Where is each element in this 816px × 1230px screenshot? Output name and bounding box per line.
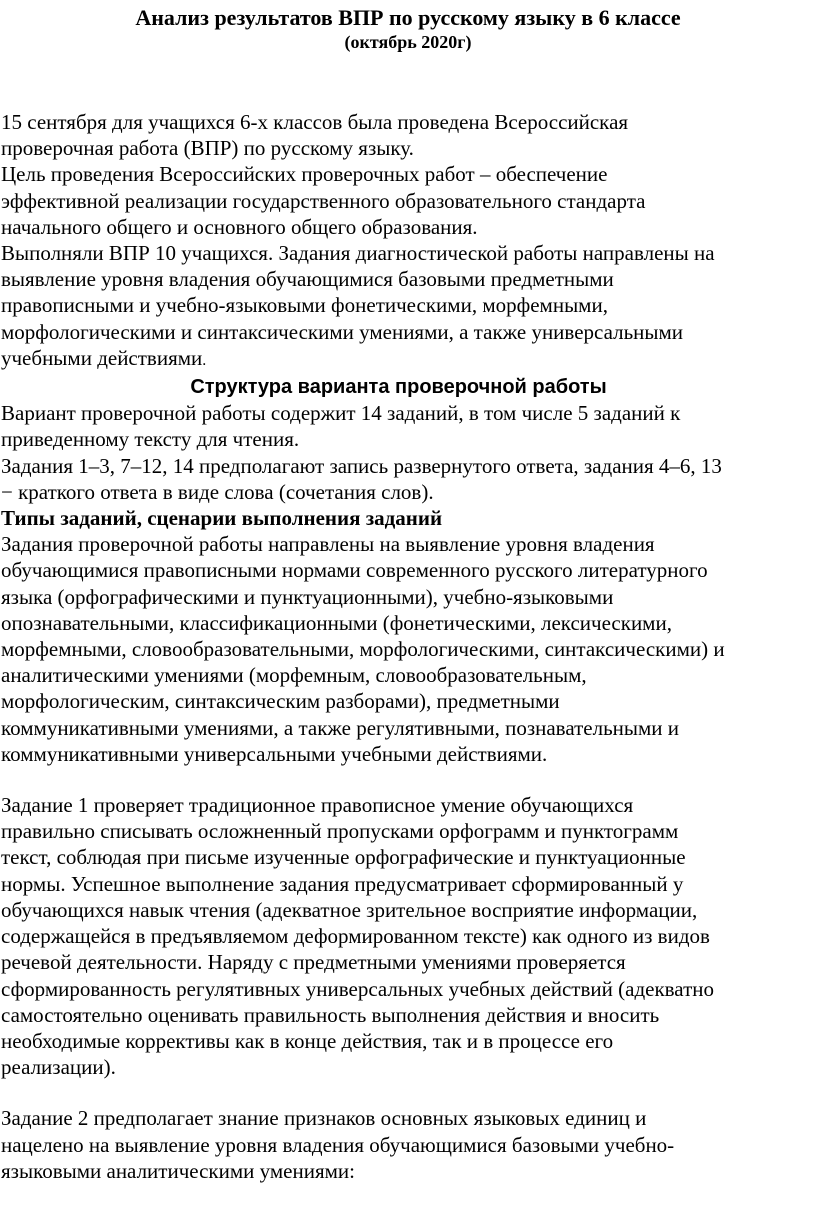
text-line: начального общего и основного общего образования. (1, 214, 478, 239)
text-line: текст, соблюдая при письме изученные орфографические и пунктуационные (1, 845, 686, 870)
text-line: 15 сентября для учащихся 6-х классов была проведена Всероссийская (1, 110, 629, 134)
text-line: Цель проведения Всероссийских проверочных работ – обеспечение (1, 162, 608, 187)
text-line: самостоятельно оценивать правильность выполнения действия и вносить (1, 1002, 660, 1027)
text-line: опознавательными, классификационными (фонетическими, лексическими, (1, 610, 672, 635)
text-line: аналитическими умениями (морфемным, словообразовательным, (1, 663, 587, 688)
text-fragment: учебными действиями (1, 345, 203, 370)
text-line: Вариант проверочной работы содержит 14 заданий, в том числе 5 заданий к (1, 401, 681, 426)
text-line: Задание 1 проверяет традиционное правописное умение обучающихся (1, 793, 634, 818)
paragraph-gap (1, 1080, 816, 1105)
text-line: правильно списывать осложненный пропусками орфограмм и пунктограмм (1, 819, 679, 844)
text-line: языковыми аналитическими умениями: (1, 1158, 355, 1183)
text-line: коммуникативными универсальными учебными действиями. (1, 741, 548, 766)
text-line: морфологическим, синтаксическим разборами), предметными (1, 689, 560, 714)
paragraph-gap (1, 767, 816, 792)
text-line: обучающимися правописными нормами современного русского литературного (1, 558, 708, 583)
text-line: языка (орфографическими и пунктуационными), учебно-языковыми (1, 584, 614, 609)
text-line: нацелено на выявление уровня владения обучающимися базовыми учебно- (1, 1132, 675, 1157)
text-fragment: . (202, 351, 207, 369)
text-line: эффективной реализации государственного образовательного стандарта (1, 188, 646, 213)
text-line: морфологическими и синтаксическими умениями, а также универсальными (1, 319, 684, 344)
text-line: необходимые коррективы как в конце действия, так и в процессе его (1, 1028, 614, 1053)
text-line: правописными и учебно-языковыми фонетическими, морфемными, (1, 293, 608, 318)
text-line: коммуникативными умениями, а также регулятивными, познавательными и (1, 715, 680, 740)
text-line: нормы. Успешное выполнение задания предусматривает сформированный у (1, 871, 684, 896)
text-line: Выполняли ВПР 10 учащихся. Задания диагностической работы направлены на (1, 241, 715, 266)
text-line: речевой деятельности. Наряду с предметными умениями проверяется (1, 950, 626, 975)
document-subtitle: (октябрь 2020г) (344, 32, 472, 52)
text-line: приведенному тексту для чтения. (1, 427, 300, 452)
text-line: Задания 1–3, 7–12, 14 предполагают запись развернутого ответа, задания 4–6, 13 (1, 453, 722, 478)
document-body (1, 109, 816, 1184)
text-line: реализации). (1, 1055, 116, 1080)
text-line: − краткого ответа в виде слова (сочетания слов). (1, 479, 434, 504)
text-line: обучающихся навык чтения (адекватное зрительное восприятие информации, (1, 897, 698, 922)
text-line: сформированность регулятивных универсальных учебных действий (адекватно (1, 976, 714, 1001)
section-heading-structure: Структура варианта проверочной работы (190, 376, 607, 399)
text-line: Задание 2 предполагает знание признаков основных языковых единиц и (1, 1106, 647, 1131)
text-line: морфемными, словообразовательными, морфологическими, синтаксическими) и (1, 637, 725, 662)
text-line (1, 345, 816, 374)
text-line: проверочная работа (ВПР) по русскому языку. (1, 136, 414, 161)
text-line: Задания проверочной работы направлены на выявление уровня владения (1, 532, 655, 557)
section-heading-types: Типы заданий, сценарии выполнения заданий (1, 506, 443, 531)
text-line: содержащейся в предъявляемом деформированном тексте) как одного из видов (1, 924, 710, 949)
text-line: выявление уровня владения обучающимися базовыми предметными (1, 267, 614, 292)
document-title: Анализ результатов ВПР по русскому языку в 6 классе (135, 5, 681, 30)
